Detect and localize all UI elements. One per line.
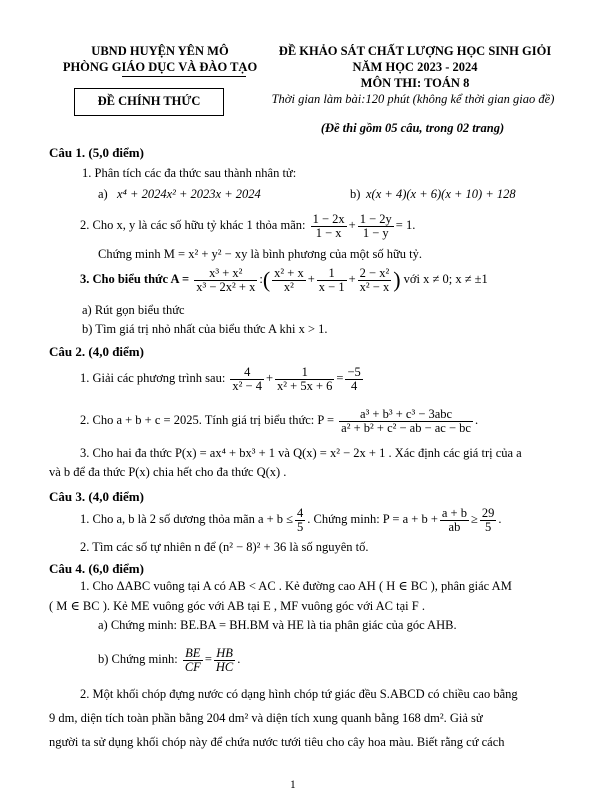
q1-p3-frac3: $\frac{1}{x - 1}$ [318, 265, 345, 294]
q1-p1b-label: b) [350, 187, 361, 201]
q2-p1-frac2: $\frac{1}{\text{x² + 5x + 6}}$ [277, 364, 333, 393]
q4-title: Câu 4. (6,0 điểm) [49, 561, 144, 576]
q1-p3a: a) Rút gọn biểu thức [82, 303, 185, 317]
q1-p3: 3. Cho biểu thức A = $\frac{\text{x³ + x²}}{\text{x³ − 2x² + x}}$ :( $\frac{\text{x² + x}}{\text{x²}}$ + $\frac{1}{x - 1}$ + $\frac{\text{2 − x²}}{\text{x² − x}}$ ) với x ≠ 0; x ≠ ±1 [80, 265, 488, 294]
q1-p3-frac2: $\frac{\text{x² + x}}{\text{x²}}$ [274, 265, 304, 294]
q4-p2-line3: người ta sử dụng khối chóp này để chứa nước tưới tiêu cho cây hoa màu. Biết rằng cứ cách [49, 735, 505, 749]
q2-p1-frac1: $\frac{4}{\text{x² − 4}}$ [232, 364, 262, 393]
q3-p1-text: 1. Cho a, b là 2 số dương thỏa mãn a + b ≤ [80, 512, 294, 526]
q3-p1-frac3: $\frac{29}{5}$ [481, 505, 495, 534]
q4-p2-line1: 2. Một khối chóp đựng nước có dạng hình chóp tứ giác đều S.ABCD có chiều cao bằng [80, 687, 518, 701]
q1-p2-text: 2. Cho x, y là các số hữu tỷ khác 1 thỏa mãn: [80, 218, 306, 232]
q1-p3-cond: với x ≠ 0; x ≠ ±1 [403, 272, 488, 286]
q2-p2-text: 2. Cho a + b + c = 2025. Tính giá trị biểu thức: P = [80, 413, 335, 427]
q2-p3-line2: và b để đa thức P(x) chia hết cho đa thức Q(x) . [49, 465, 287, 479]
page-number: 1 [290, 779, 296, 791]
q4-p1b-text: b) Chứng minh: [98, 652, 178, 666]
header-dept: PHÒNG GIÁO DỤC VÀ ĐÀO TẠO [62, 60, 258, 74]
q1-p2: 2. Cho x, y là các số hữu tỷ khác 1 thỏa mãn: $\frac{1 - 2x}{1 - x}$ + $\frac{1 - 2y}{1 - y}$ = 1. [80, 211, 416, 240]
q1-p1a-label: a) [98, 187, 108, 201]
q3-p2: 2. Tìm các số tự nhiên n để (n² − 8)² + 36 là số nguyên tố. [80, 540, 369, 554]
q4-p1b-frac1: $\frac{BE}{CF}$ [184, 645, 201, 674]
q2-p2-frac: $\frac{\text{a³ + b³ + c³ − 3abc}}{\text{a² + b² + c² − ab − ac − bc}}$ [341, 406, 471, 435]
q2-p1: 1. Giải các phương trình sau: $\frac{4}{\text{x² − 4}}$ + $\frac{1}{\text{x² + 5x + 6}}$ = $\frac{-5}{4}$ [80, 364, 361, 393]
q1-p3-text: 3. Cho biểu thức A = [80, 272, 190, 286]
q4-p1b: b) Chứng minh: $\frac{BE}{CF}$ = $\frac{HB}{HC}$ . [98, 645, 241, 674]
q2-p1-text: 1. Giải các phương trình sau: [80, 371, 226, 385]
subject: MÔN THI: TOÁN 8 [360, 76, 470, 90]
time-limit: Thời gian làm bài:120 phút (không kể thời gian giao đề) [271, 92, 555, 106]
q3-p1-frac1: $\frac{4}{5}$ [297, 505, 304, 534]
q1-p2-frac1: $\frac{1 - 2x}{1 - x}$ [312, 211, 345, 240]
q4-p1a: a) Chứng minh: BE.BA = BH.BM và HE là tia phân giác của góc AHB. [98, 618, 457, 632]
q1-p3-frac4: $\frac{\text{2 − x²}}{\text{x² − x}}$ [359, 265, 390, 294]
q1-title: Câu 1. (5,0 điểm) [49, 145, 144, 160]
school-year: NĂM HỌC 2023 - 2024 [352, 60, 478, 74]
q3-title: Câu 3. (4,0 điểm) [49, 489, 144, 504]
q4-p1-line1: 1. Cho ΔABC vuông tại A có AB < AC . Kẻ đường cao AH ( H ∈ BC ), phân giác AM [80, 579, 512, 593]
q3-p1: 1. Cho a, b là 2 số dương thỏa mãn a + b ≤ $\frac{4}{5}$ . Chứng minh: P = a + b + $\frac{a + b}{ab}$ ≥ $\frac{29}{5}$ . [80, 505, 502, 534]
header-underline [122, 76, 246, 77]
q1-p2-frac2: $\frac{1 - 2y}{1 - y}$ [359, 211, 392, 240]
q1-p1: 1. Phân tích các đa thức sau thành nhân tử: [82, 166, 297, 180]
q1-p3b: b) Tìm giá trị nhỏ nhất của biểu thức A khi x > 1. [82, 322, 328, 336]
q3-p1-frac2: $\frac{a + b}{ab}$ [441, 505, 467, 534]
q1-p2-prove: Chứng minh M = x² + y² − xy là bình phương của một số hữu tỷ. [98, 247, 422, 261]
q2-title: Câu 2. (4,0 điểm) [49, 344, 144, 359]
official-label: ĐỀ CHÍNH THỨC [97, 94, 201, 108]
q1-p3-frac1: $\frac{\text{x³ + x²}}{\text{x³ − 2x² + x}}$ [196, 265, 256, 294]
q4-p2-line2: 9 dm, diện tích toàn phần bằng 204 dm² và diện tích xung quanh bằng 168 dm². Giả sử [49, 711, 483, 725]
q1-p1a: x⁴ + 2024x² + 2023x + 2024 [117, 187, 261, 201]
exam-title: ĐỀ KHẢO SÁT CHẤT LƯỢNG HỌC SINH GIỎI [278, 44, 552, 58]
q2-p2: 2. Cho a + b + c = 2025. Tính giá trị biểu thức: P = $\frac{\text{a³ + b³ + c³ − 3abc}}{\text{a² + b² + c² − ab − ac − bc}}$ . [80, 406, 479, 435]
page-count-note: (Đề thi gồm 05 câu, trong 02 trang) [320, 121, 505, 135]
q2-p1-frac3: $\frac{-5}{4}$ [347, 364, 361, 393]
q4-p1b-frac2: $\frac{HB}{HC}$ [215, 645, 234, 674]
q4-p1-line2: ( M ∈ BC ). Kẻ ME vuông góc với AB tại E , MF vuông góc với AC tại F . [49, 599, 425, 613]
header-org: UBND HUYỆN YÊN MÔ [91, 44, 229, 58]
q2-p3-line1: 3. Cho hai đa thức P(x) = ax⁴ + bx³ + 1 và Q(x) = x² − 2x + 1 . Xác định các giá trị của a [80, 446, 522, 460]
q1-p1b: x(x + 4)(x + 6)(x + 10) + 128 [366, 187, 516, 201]
